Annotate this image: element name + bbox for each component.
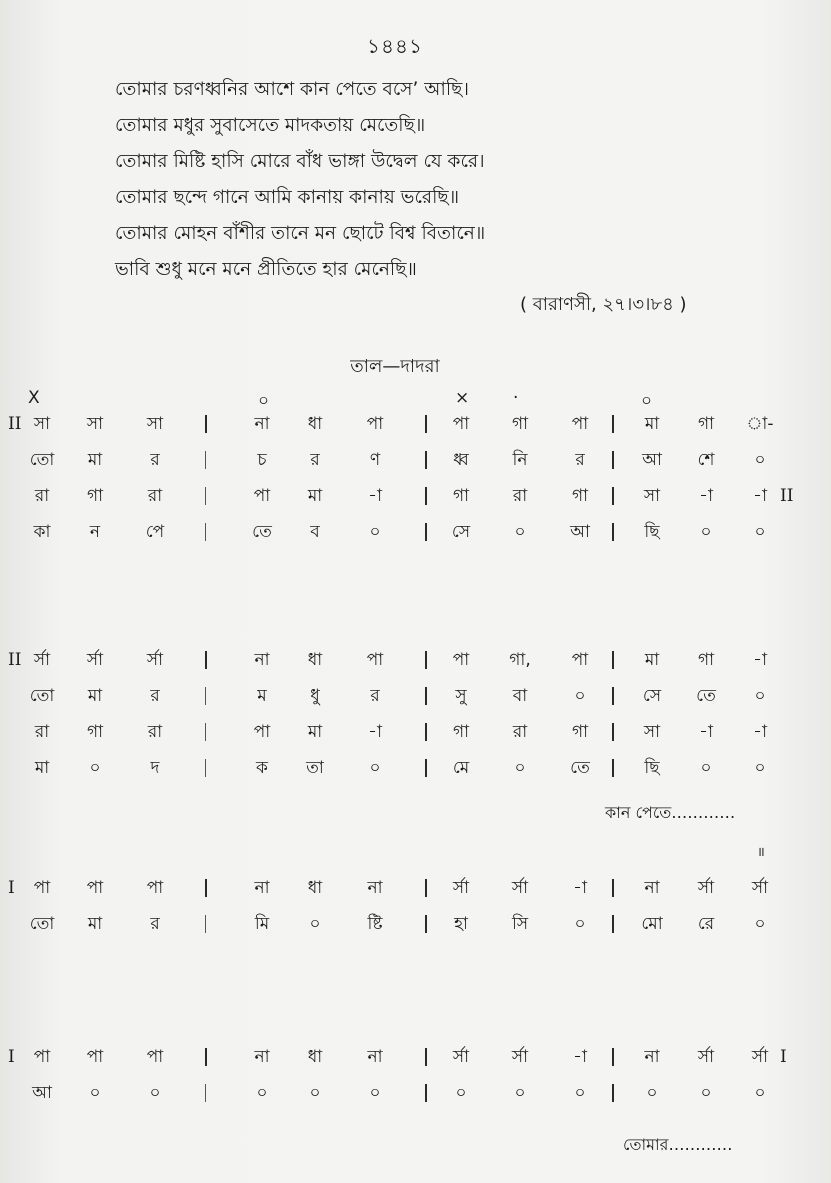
notation-cell: ০ (754, 450, 766, 470)
beat-divider (205, 879, 207, 897)
notation-cell: মা (307, 722, 323, 742)
notation-row (0, 1039, 831, 1075)
notation-cell: ব (310, 522, 320, 542)
taal-heading: তাল—দাদরা (350, 356, 440, 377)
beat-divider (612, 759, 614, 777)
notation-cell: পা (571, 650, 589, 670)
notation-cell: র্সা (146, 650, 164, 670)
beat-divider (425, 451, 427, 469)
notation-cell: সা (146, 414, 164, 434)
notation-cell: ০ (89, 1083, 101, 1103)
notation-cell: ধা (307, 414, 323, 434)
repeat-tick: ॥ (757, 845, 765, 860)
beat-mark-sam: X (28, 388, 40, 408)
notation-cell: পা (452, 414, 470, 434)
notation-cell: -া (573, 1047, 587, 1067)
notation-cell: সু (455, 686, 467, 706)
notation-cell: র (150, 914, 160, 934)
notation-cell: ০ (754, 758, 766, 778)
beat-divider (205, 759, 206, 777)
notation-cell: ০ (89, 758, 101, 778)
notation-cell: র্সা (751, 1047, 769, 1067)
notation-cell: ধা (307, 650, 323, 670)
notation-cell: র্সা (452, 878, 470, 898)
notation-cell: ০ (754, 686, 766, 706)
beat-divider (425, 915, 427, 933)
notation-cell: পা (366, 650, 384, 670)
notation-cell: তা (306, 758, 324, 778)
notation-cell: মা (87, 914, 103, 934)
notation-cell: মি (254, 914, 270, 934)
notation-cell: মে (452, 758, 470, 778)
notation-cell: ০ (369, 758, 381, 778)
notation-cell: -া (368, 722, 382, 742)
beat-divider (612, 1084, 614, 1102)
notation-cell: ধু (310, 686, 320, 706)
notation-cell: তো (29, 450, 55, 470)
notation-cell: গা (86, 486, 104, 506)
notation-cell: -া (753, 650, 767, 670)
verse-line: ভাবি শুধু মনে মনে প্রীতিতে হার মেনেছি॥ (115, 259, 417, 280)
notation-cell: ম (257, 686, 267, 706)
notation-row (0, 714, 831, 750)
verse-line: তোমার মিষ্টি হাসি মোরে বাঁধ ভাঙ্গা উদ্বেল যে করে। (115, 151, 485, 172)
notation-row (0, 442, 831, 478)
notation-cell: গা (571, 486, 589, 506)
notation-cell: ০ (455, 1083, 467, 1103)
notation-cell: পা (33, 1047, 51, 1067)
notation-cell: মা (307, 486, 323, 506)
notation-cell: আ (642, 450, 662, 470)
notation-cell: পা (33, 878, 51, 898)
notation-cell: -া (753, 486, 767, 506)
notation-cell: না (254, 414, 270, 434)
beat-divider (205, 487, 206, 505)
notation-cell: র্সা (511, 1047, 529, 1067)
beat-divider (205, 415, 207, 433)
notation-cell: ক (256, 758, 268, 778)
notation-block-4 (0, 1039, 831, 1111)
beat-divider (425, 523, 427, 541)
notation-cell: তে (570, 758, 590, 778)
notation-cell: -া (699, 486, 713, 506)
notation-cell: সি (511, 914, 529, 934)
notation-cell: না (367, 1047, 383, 1067)
beat-divider (205, 451, 206, 469)
notation-cell: -া (699, 722, 713, 742)
notation-cell: রা (512, 486, 528, 506)
notation-cell: -া (368, 486, 382, 506)
beat-divider (425, 415, 427, 433)
notation-cell: রা (147, 722, 163, 742)
start-barline: II (8, 414, 22, 434)
end-barline: II (780, 486, 794, 506)
beat-divider (205, 1048, 207, 1066)
start-barline: I (8, 878, 15, 898)
notation-block-3 (0, 870, 831, 942)
notation-cell: ০ (514, 522, 526, 542)
notation-cell: গা, (509, 650, 531, 670)
notation-cell: দ (150, 758, 160, 778)
notation-row (0, 514, 831, 550)
notation-cell: পা (146, 878, 164, 898)
notation-cell: র্সা (511, 878, 529, 898)
notation-cell: র্সা (33, 650, 51, 670)
beat-divider (425, 487, 427, 505)
notation-cell: রা (147, 486, 163, 506)
notation-cell: র (370, 686, 380, 706)
notation-cell: ষ্টি (367, 914, 383, 934)
notation-row (0, 870, 831, 906)
notation-cell: রে (697, 914, 715, 934)
notation-cell: বা (512, 686, 528, 706)
notation-row (0, 642, 831, 678)
notation-cell: া- (746, 414, 774, 434)
notation-cell: পা (366, 414, 384, 434)
verse-line: তোমার চরণধ্বনির আশে কান পেতে বসে’ আছি। (115, 79, 469, 100)
notation-cell: রা (512, 722, 528, 742)
beat-divider (612, 451, 614, 469)
beat-divider (205, 915, 206, 933)
notation-cell: গা (697, 650, 715, 670)
notation-cell: গা (571, 722, 589, 742)
beat-divider (425, 879, 427, 897)
notation-cell: ছি (644, 522, 660, 542)
notation-cell: ০ (309, 914, 321, 934)
beat-divider (612, 415, 614, 433)
notation-cell: র্সা (452, 1047, 470, 1067)
notation-cell: পা (146, 1047, 164, 1067)
notation-cell: ০ (149, 1083, 161, 1103)
verse-line: তোমার মধুর সুবাসেতে মাদকতায় মেতেছি॥ (115, 115, 426, 136)
notation-row (0, 678, 831, 714)
start-barline: I (8, 1047, 15, 1067)
notation-cell: রা (34, 722, 50, 742)
notation-row (0, 1075, 831, 1111)
notation-cell: ০ (646, 1083, 658, 1103)
notation-cell: র (150, 450, 160, 470)
notation-cell: তো (29, 686, 55, 706)
notation-cell: তো (29, 914, 55, 934)
beat-mark-dot: · (513, 388, 519, 408)
notation-cell: গা (452, 486, 470, 506)
notation-cell: গা (697, 414, 715, 434)
beat-divider (205, 1084, 206, 1102)
notation-row (0, 478, 831, 514)
notation-block-2 (0, 642, 831, 786)
page-number: ১৪৪১ (367, 34, 423, 58)
notation-cell: গা (511, 414, 529, 434)
notation-cell: না (367, 878, 383, 898)
notation-cell: ছি (644, 758, 660, 778)
notation-cell: ণ (369, 450, 381, 470)
notation-cell: আ (32, 1083, 52, 1103)
notation-cell: পা (253, 722, 271, 742)
notation-cell: ধা (307, 1047, 323, 1067)
notation-cell: ধ্ব (453, 450, 469, 470)
notation-cell: না (644, 1047, 660, 1067)
notation-cell: -া (753, 722, 767, 742)
notation-cell: সা (643, 486, 661, 506)
beat-divider (425, 651, 427, 669)
notation-cell: র (575, 450, 585, 470)
notation-cell: সা (86, 414, 104, 434)
beat-divider (612, 879, 614, 897)
notation-cell: ০ (754, 1083, 766, 1103)
notation-cell: শে (697, 450, 715, 470)
repeat-cue: তোমার………… (623, 1135, 733, 1154)
beat-divider (425, 759, 427, 777)
beat-divider (425, 1048, 427, 1066)
notation-cell: -া (573, 878, 587, 898)
beat-mark-sam: × (455, 388, 470, 408)
notation-cell: গা (86, 722, 104, 742)
notation-cell: র্সা (86, 650, 104, 670)
notation-cell: সা (643, 722, 661, 742)
notation-cell: ন (89, 522, 101, 542)
place-date-attribution: ( বারাণসী, ২৭।৩।৮৪ ) (520, 294, 687, 315)
beat-divider (425, 687, 427, 705)
notation-cell: পা (452, 650, 470, 670)
notation-cell: মা (34, 758, 50, 778)
notation-cell: ০ (309, 1083, 321, 1103)
notation-cell: ০ (700, 1083, 712, 1103)
notation-cell: ০ (574, 686, 586, 706)
end-barline: I (780, 1047, 787, 1067)
notation-cell: ০ (700, 758, 712, 778)
beat-divider (612, 687, 614, 705)
notation-cell: র্সা (697, 878, 715, 898)
notation-cell: ০ (700, 522, 712, 542)
notation-cell: ০ (574, 914, 586, 934)
notation-cell: র (310, 450, 320, 470)
beat-divider (205, 523, 206, 541)
notation-cell: মা (87, 686, 103, 706)
notation-cell: না (644, 878, 660, 898)
notation-cell: পা (571, 414, 589, 434)
repeat-cue: কান পেতে………… (605, 803, 736, 822)
verse-line: তোমার মোহন বাঁশীর তানে মন ছোটে বিশ্ব বিতানে॥ (115, 223, 486, 244)
start-barline: II (8, 650, 22, 670)
notation-cell: সে (642, 686, 662, 706)
notation-cell: মা (87, 450, 103, 470)
notation-cell: নি (512, 450, 528, 470)
notation-block-1 (0, 406, 831, 550)
beat-divider (612, 651, 614, 669)
notation-cell: ০ (256, 1083, 268, 1103)
beat-divider (205, 723, 206, 741)
beat-divider (205, 651, 207, 669)
beat-divider (612, 523, 614, 541)
beat-divider (425, 723, 427, 741)
beat-mark-khali: ০ (641, 391, 653, 411)
notation-cell: মা (644, 414, 660, 434)
beat-divider (205, 687, 206, 705)
notation-cell: মো (641, 914, 663, 934)
notation-cell: পা (86, 878, 104, 898)
notation-cell: সা (33, 414, 51, 434)
notation-cell: ০ (754, 522, 766, 542)
notation-cell: তে (696, 686, 716, 706)
notation-cell: না (254, 1047, 270, 1067)
beat-mark-khali: ০ (258, 391, 270, 411)
notation-cell: ০ (514, 758, 526, 778)
notation-cell: পে (145, 522, 165, 542)
notation-row (0, 750, 831, 786)
notation-cell: পা (86, 1047, 104, 1067)
notation-cell: সে (451, 522, 471, 542)
beat-divider (612, 1048, 614, 1066)
notation-cell: গা (452, 722, 470, 742)
notation-cell: রা (34, 486, 50, 506)
notation-cell: পা (253, 486, 271, 506)
notation-cell: ধা (307, 878, 323, 898)
notation-cell: মা (644, 650, 660, 670)
notation-cell: না (254, 878, 270, 898)
notation-cell: ০ (514, 1083, 526, 1103)
notation-cell: আ (570, 522, 590, 542)
notation-cell: তে (252, 522, 272, 542)
notation-cell: ০ (754, 914, 766, 934)
notation-cell: ০ (574, 1083, 586, 1103)
notation-cell: চ (257, 450, 267, 470)
notation-cell: ০ (369, 1083, 381, 1103)
beat-divider (425, 1084, 427, 1102)
beat-divider (612, 915, 614, 933)
song-verse (115, 72, 775, 288)
verse-line: তোমার ছন্দে গানে আমি কানায় কানায় ভরেছি॥ (115, 187, 460, 208)
beat-divider (612, 487, 614, 505)
notation-cell: না (254, 650, 270, 670)
notation-cell: র্সা (697, 1047, 715, 1067)
notation-cell: কা (33, 522, 51, 542)
notation-cell: র্সা (751, 878, 769, 898)
notation-cell: ০ (369, 522, 381, 542)
notation-cell: র (150, 686, 160, 706)
notation-row (0, 906, 831, 942)
notation-cell: হা (454, 914, 468, 934)
beat-divider (612, 723, 614, 741)
notation-row (0, 406, 831, 442)
